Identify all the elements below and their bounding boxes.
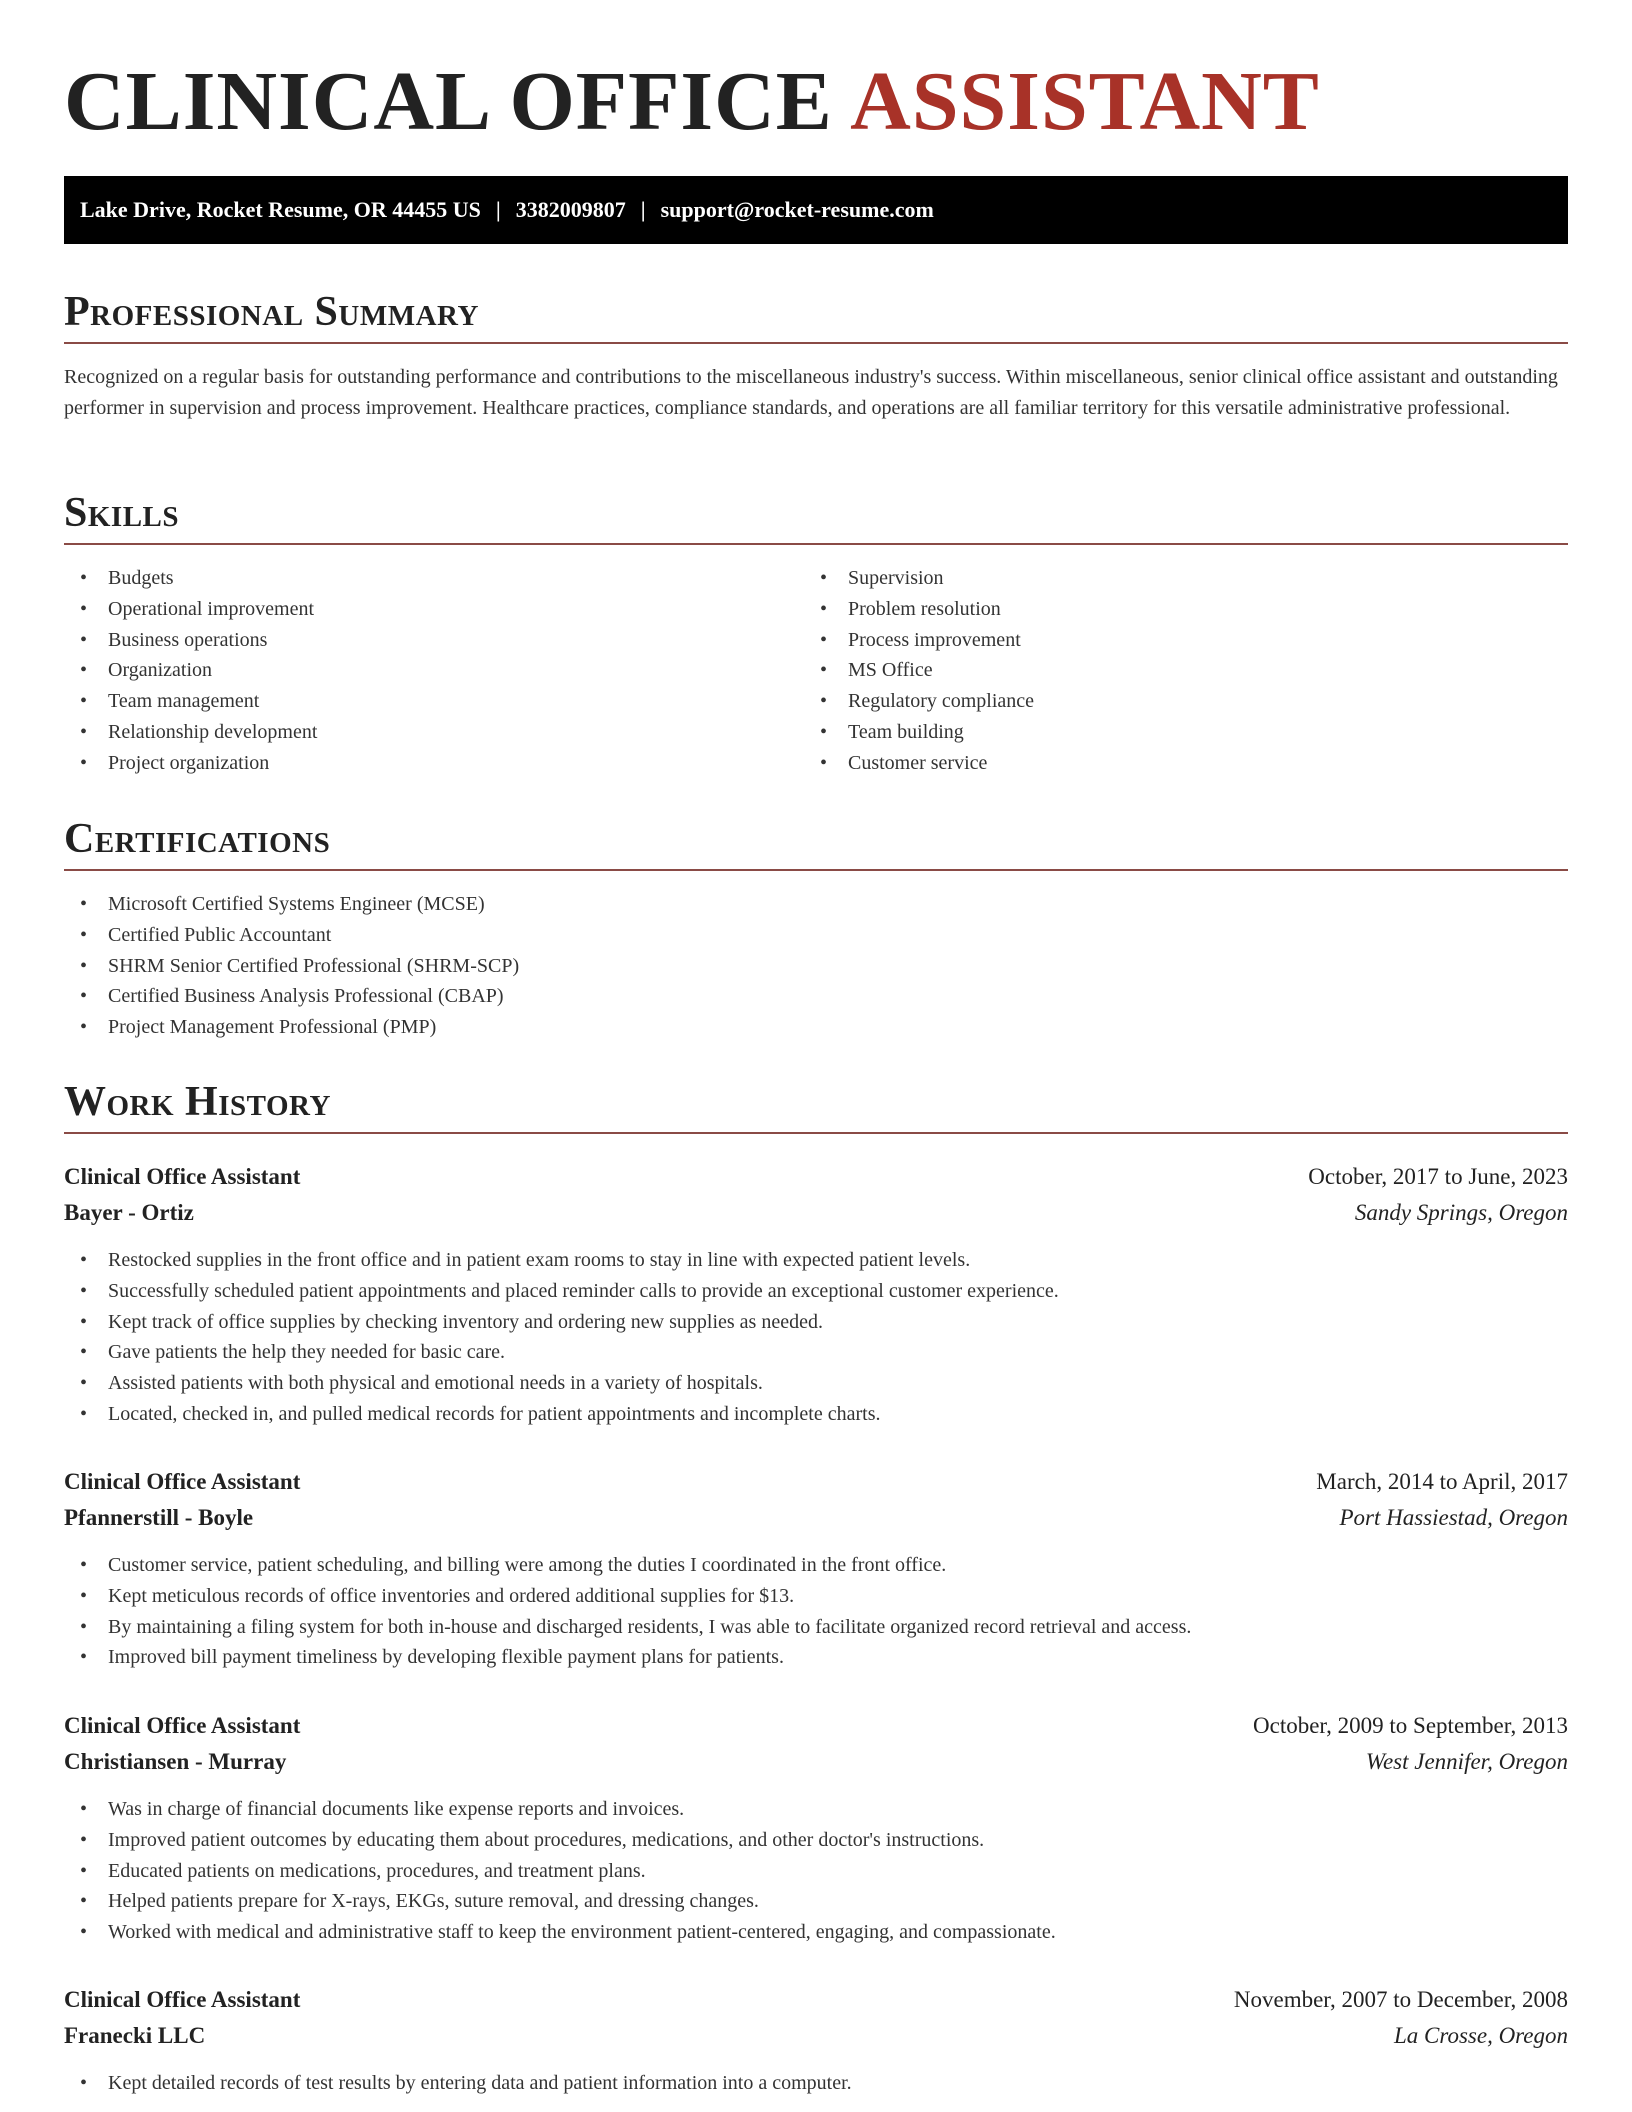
contact-separator: | bbox=[640, 197, 646, 222]
job-company: Christiansen - Murray bbox=[64, 1749, 287, 1774]
job-location: West Jennifer, Oregon bbox=[1365, 1749, 1568, 1774]
skills-list-right bbox=[804, 563, 1544, 779]
certification-item: • Certified Public Accountant bbox=[64, 920, 1568, 951]
job-dates: March, 2014 to April, 2017 bbox=[1316, 1469, 1568, 1494]
work-history-section bbox=[64, 1078, 1568, 1134]
job-bullet: • Was in charge of financial documents like expense reports and invoices. bbox=[64, 1794, 1568, 1825]
certification-item: • Microsoft Certified Systems Engineer (MCSE) bbox=[64, 889, 1568, 920]
skill-item: • Customer service bbox=[804, 748, 1544, 779]
skill-item: • Operational improvement bbox=[64, 594, 804, 625]
job-bullet: • Kept detailed records of test results by entering data and patient information into a computer. bbox=[64, 2068, 1568, 2099]
job-bullet: • Worked with medical and administrative staff to keep the environment patient-centered, engaging, and compassionate. bbox=[64, 1917, 1568, 1948]
job-title-row bbox=[64, 1982, 1568, 2018]
job-title: Clinical Office Assistant bbox=[64, 1469, 301, 1494]
job-company-row bbox=[64, 1744, 1568, 1780]
job-title-row bbox=[64, 1464, 1568, 1500]
job-bullets bbox=[64, 1794, 1568, 1948]
skill-item: • Team building bbox=[804, 717, 1544, 748]
job-title: Clinical Office Assistant bbox=[64, 1713, 301, 1738]
work-history-heading: Work History bbox=[64, 1078, 1568, 1134]
job-title-row bbox=[64, 1708, 1568, 1744]
job-location: Port Hassiestad, Oregon bbox=[1339, 1505, 1568, 1530]
job-company-row bbox=[64, 1195, 1568, 1231]
job-bullet: • Restocked supplies in the front office and in patient exam rooms to stay in line with expected patient levels. bbox=[64, 1245, 1568, 1276]
skills-heading: Skills bbox=[64, 489, 1568, 545]
job-company: Franecki LLC bbox=[64, 2023, 206, 2048]
certification-item: • SHRM Senior Certified Professional (SHRM-SCP) bbox=[64, 951, 1568, 982]
job-bullet: • Kept meticulous records of office inventories and ordered additional supplies for $13. bbox=[64, 1581, 1568, 1612]
title-main: CLINICAL OFFICE bbox=[64, 55, 833, 148]
job-bullets bbox=[64, 2068, 1568, 2099]
certifications-list bbox=[64, 889, 1568, 1043]
job-entry bbox=[64, 1159, 1568, 1430]
title-accent: ASSISTANT bbox=[850, 55, 1320, 148]
job-company-row bbox=[64, 1500, 1568, 1536]
job-bullet: • By maintaining a filing system for both in-house and discharged residents, I was able to facilitate organized record retrieval and access. bbox=[64, 1612, 1568, 1643]
skills-section bbox=[64, 489, 1568, 779]
job-bullet: • Successfully scheduled patient appointments and placed reminder calls to provide an exceptional customer experience. bbox=[64, 1276, 1568, 1307]
skill-item: • Organization bbox=[64, 655, 804, 686]
skill-item: • Project organization bbox=[64, 748, 804, 779]
skill-item: • Problem resolution bbox=[804, 594, 1544, 625]
certification-item: • Certified Business Analysis Professional (CBAP) bbox=[64, 981, 1568, 1012]
job-bullet: • Gave patients the help they needed for basic care. bbox=[64, 1337, 1568, 1368]
job-company: Bayer - Ortiz bbox=[64, 1200, 194, 1225]
job-dates: November, 2007 to December, 2008 bbox=[1233, 1987, 1568, 2012]
job-bullet: • Kept track of office supplies by checking inventory and ordering new supplies as needed. bbox=[64, 1307, 1568, 1338]
skill-item: • Business operations bbox=[64, 625, 804, 656]
job-bullet: • Educated patients on medications, procedures, and treatment plans. bbox=[64, 1856, 1568, 1887]
certifications-heading: Certifications bbox=[64, 815, 1568, 871]
job-bullets bbox=[64, 1245, 1568, 1430]
skill-item: • Team management bbox=[64, 686, 804, 717]
job-bullet: • Improved patient outcomes by educating them about procedures, medications, and other doctor's instructions. bbox=[64, 1825, 1568, 1856]
contact-bar bbox=[64, 176, 1568, 244]
job-dates: October, 2009 to September, 2013 bbox=[1253, 1713, 1568, 1738]
job-entry bbox=[64, 1464, 1568, 1673]
skill-item: • Process improvement bbox=[804, 625, 1544, 656]
job-title-row bbox=[64, 1159, 1568, 1195]
summary-text: Recognized on a regular basis for outstanding performance and contributions to the miscellaneous industry's success. Within miscellaneous, senior clinical office assistant and outstanding performer in supervision and process improvement. Healthcare practices, compliance standards, and operations are all familiar territory for this versatile administrative professional. bbox=[64, 366, 1558, 419]
job-title: Clinical Office Assistant bbox=[64, 1987, 301, 2012]
skills-list-left bbox=[64, 563, 804, 779]
job-entry bbox=[64, 1708, 1568, 1948]
job-company-row bbox=[64, 2018, 1568, 2054]
job-bullet: • Helped patients prepare for X-rays, EKGs, suture removal, and dressing changes. bbox=[64, 1886, 1568, 1917]
job-bullets bbox=[64, 1550, 1568, 1673]
skills-columns bbox=[64, 563, 1568, 779]
job-bullet: • Customer service, patient scheduling, and billing were among the duties I coordinated in the front office. bbox=[64, 1550, 1568, 1581]
certification-item: • Project Management Professional (PMP) bbox=[64, 1012, 1568, 1043]
job-company: Pfannerstill - Boyle bbox=[64, 1505, 254, 1530]
job-bullet: • Located, checked in, and pulled medical records for patient appointments and incomplete charts. bbox=[64, 1399, 1568, 1430]
skill-item: • MS Office bbox=[804, 655, 1544, 686]
contact-address: Lake Drive, Rocket Resume, OR 44455 US bbox=[80, 197, 481, 222]
contact-separator: | bbox=[495, 197, 501, 222]
job-location: Sandy Springs, Oregon bbox=[1354, 1200, 1568, 1225]
resume-title bbox=[64, 55, 1320, 148]
job-bullet: • Improved bill payment timeliness by developing flexible payment plans for patients. bbox=[64, 1642, 1568, 1673]
job-title: Clinical Office Assistant bbox=[64, 1164, 301, 1189]
skill-item: • Supervision bbox=[804, 563, 1544, 594]
contact-phone[interactable]: 3382009807 bbox=[515, 197, 626, 222]
skill-item: • Relationship development bbox=[64, 717, 804, 748]
summary-heading: Professional Summary bbox=[64, 288, 1568, 344]
job-dates: October, 2017 to June, 2023 bbox=[1308, 1164, 1568, 1189]
summary-section bbox=[64, 288, 1568, 424]
contact-email[interactable]: support@rocket-resume.com bbox=[660, 197, 934, 222]
skill-item: • Regulatory compliance bbox=[804, 686, 1544, 717]
job-entry bbox=[64, 1982, 1568, 2099]
skill-item: • Budgets bbox=[64, 563, 804, 594]
certifications-section bbox=[64, 815, 1568, 1043]
job-location: La Crosse, Oregon bbox=[1393, 2023, 1568, 2048]
job-bullet: • Assisted patients with both physical and emotional needs in a variety of hospitals. bbox=[64, 1368, 1568, 1399]
